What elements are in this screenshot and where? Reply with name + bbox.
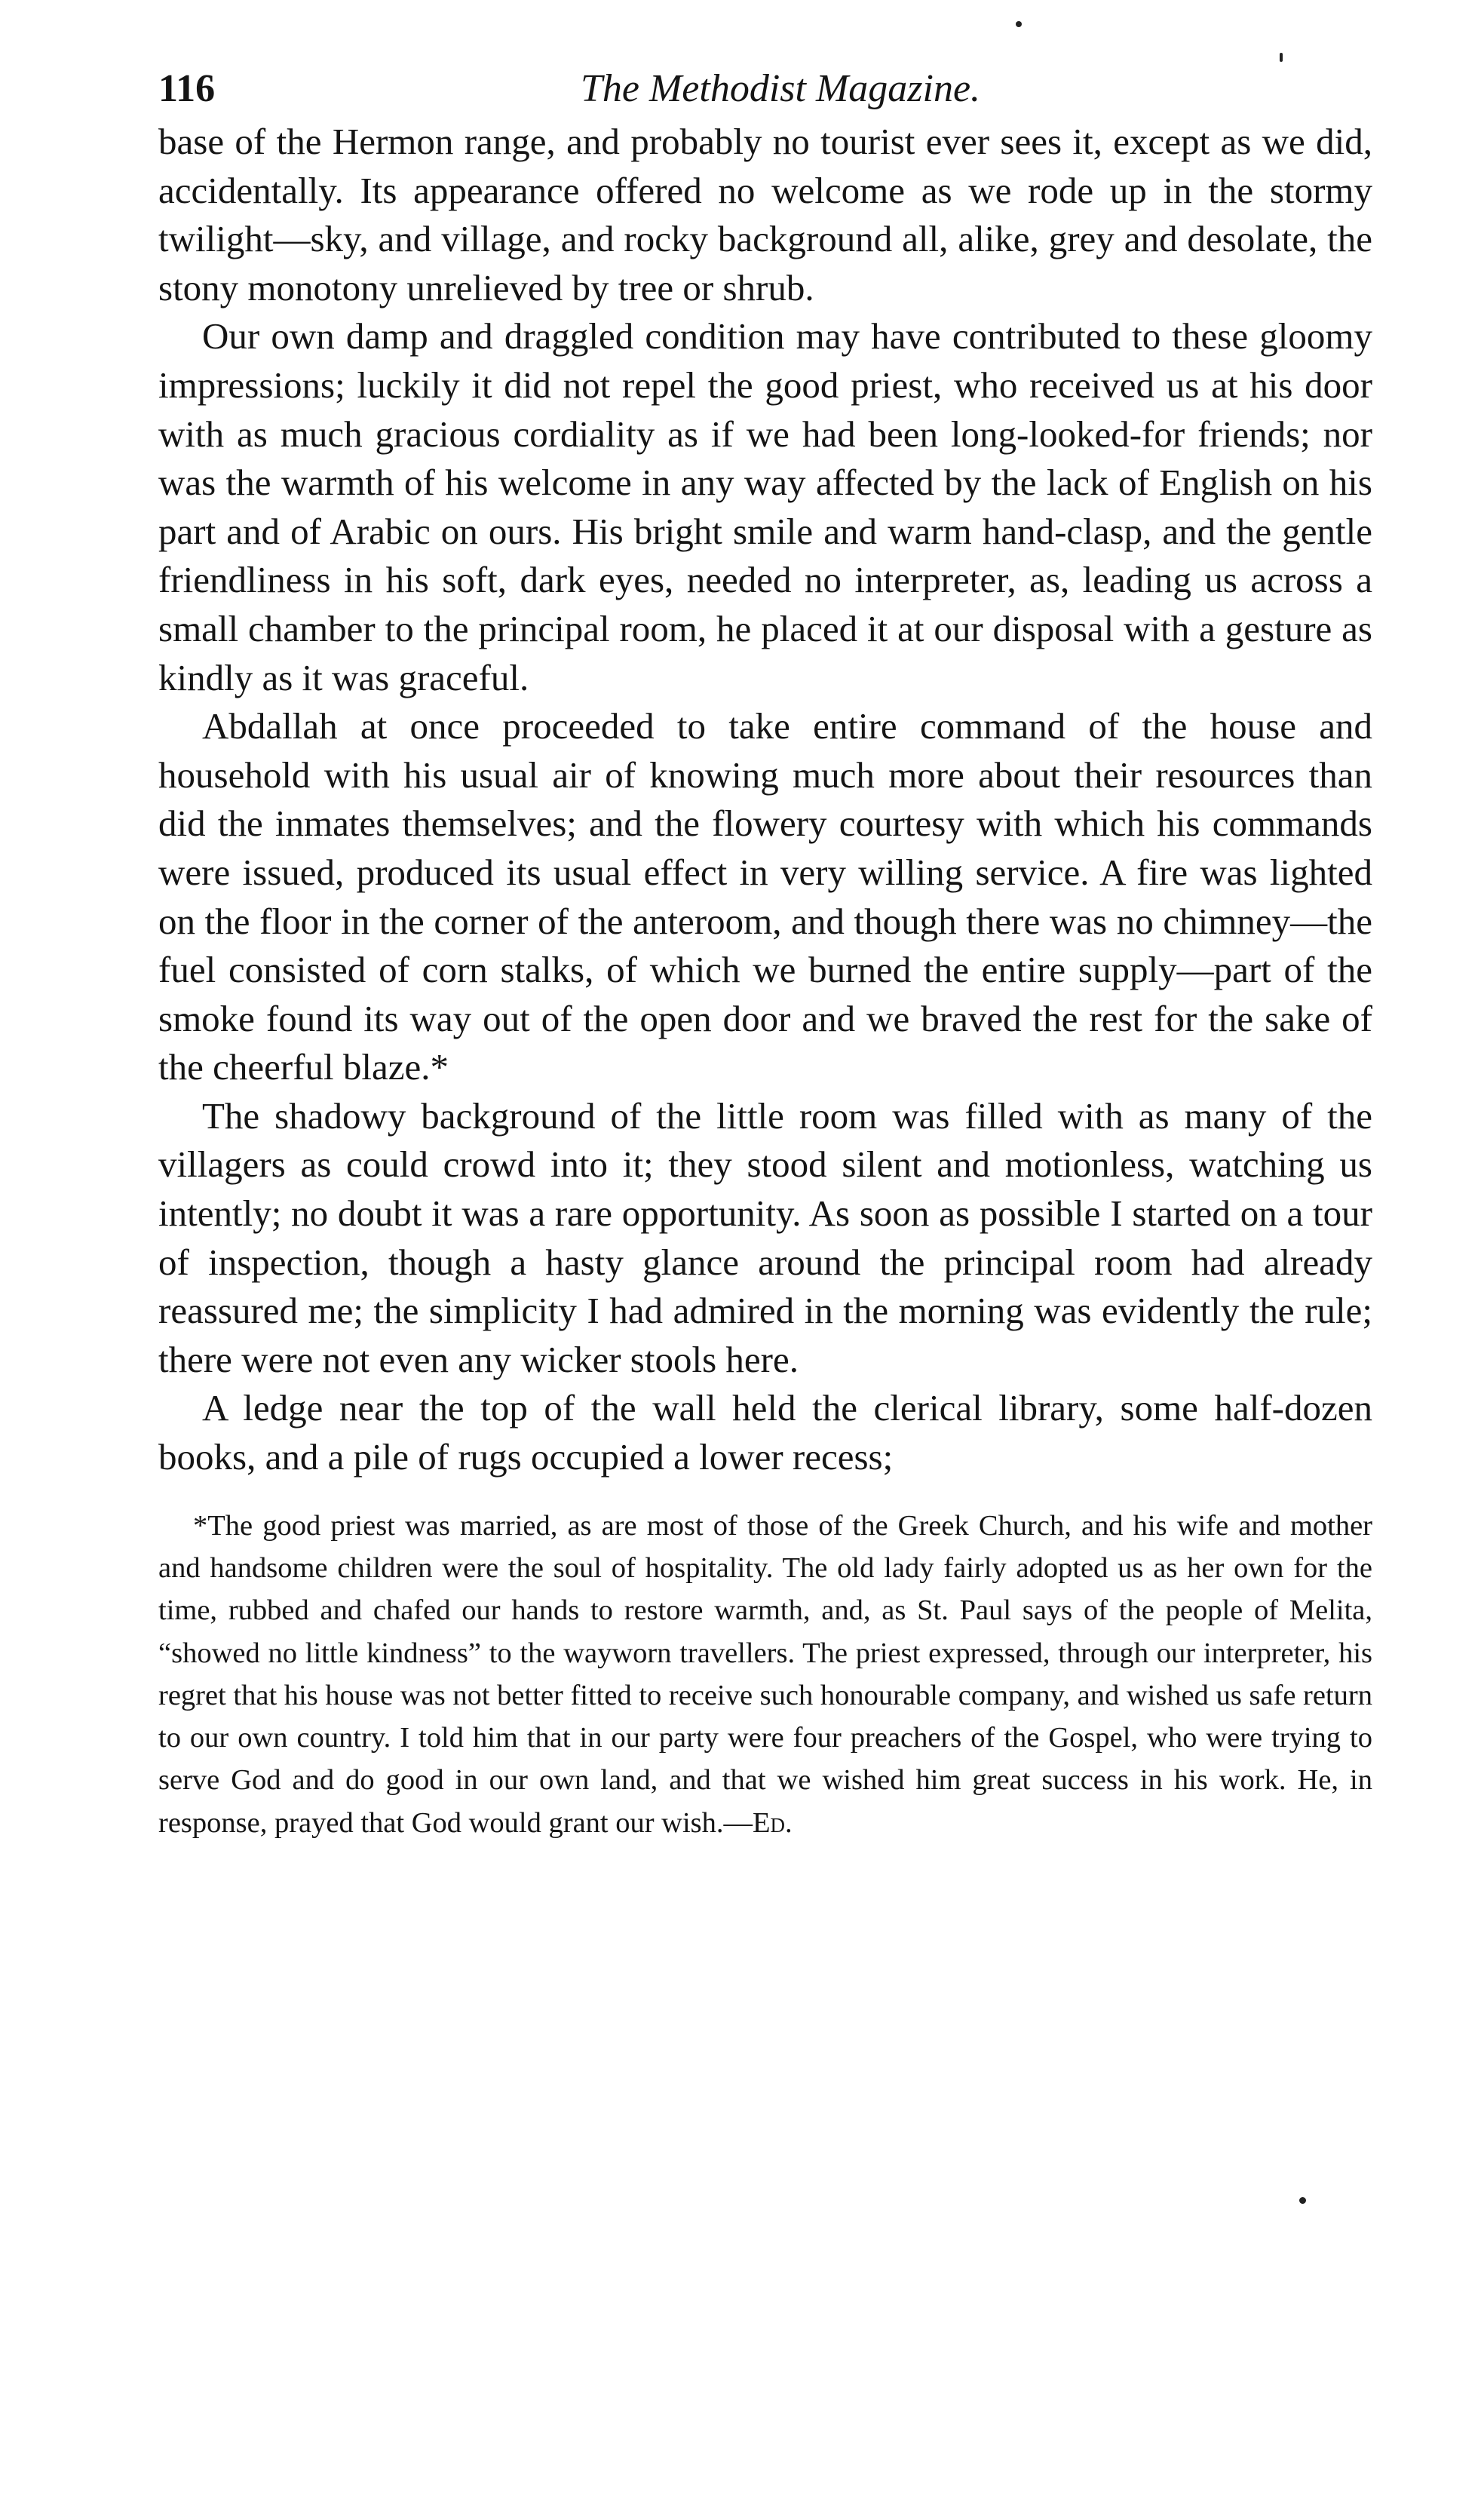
ink-speck xyxy=(1299,2197,1306,2204)
ink-speck xyxy=(1016,21,1022,27)
page-number: 116 xyxy=(158,67,216,110)
body-text xyxy=(158,118,1372,1482)
footnote xyxy=(158,1505,1372,1844)
running-head xyxy=(158,45,1372,118)
paragraph: A ledge near the top of the wall held the clerical library, some half-dozen books, and a pile of rugs occupied a lower recess; xyxy=(158,1387,1372,1478)
journal-title: The Methodist Magazine. xyxy=(580,67,981,110)
footnote-text xyxy=(158,1505,1372,1844)
footnote-body: *The good priest was married, as are most of those of the Greek Church, and his wife and mother and handsome children were the soul of hospitality. The old lady fairly adopted us as her own for the time, rubbed and chafed our hands to restore warmth, and, as St. Paul says of the people of Melita, “showed no little kindness” to the wayworn travellers. The priest expressed, through our interpreter, his regret that his house was not better fitted to receive such honourable company, and wished us safe return to our own country. I told him that in our party were four preachers of the Gospel, who were trying to serve God and do good in our own land, and that we wished him great success in his work. He, in response, prayed that God would grant our wish.— xyxy=(158,1509,1372,1839)
paragraph-continued: base of the Hermon range, and probably no tourist ever sees it, except as we did, accidentally. Its appearance offered no welcome as we rode up in the stormy twilight—sky, and village, and rocky background all, alike, grey and desolate, the stony monotony unrelieved by tree or shrub. xyxy=(158,121,1372,308)
book-page xyxy=(158,45,1372,1844)
paragraph: Our own damp and draggled condition may have contributed to these gloomy impressions; luckily it did not repel the good priest, who received us at his door with as much gracious cordiality as if we had been long-looked-for friends; nor was the warmth of his welcome in any way affected by the lack of English on his part and of Arabic on ours. His bright smile and warm hand-clasp, and the gentle friendliness in his soft, dark eyes, needed no interpreter, as, leading us across a small chamber to the principal room, he placed it at our disposal with a gesture as kindly as it was graceful. xyxy=(158,315,1372,698)
paragraph: The shadowy background of the little room was filled with as many of the villagers as could crowd into it; they stood silent and motionless, watching us intently; no doubt it was a rare opportunity. As soon as possible I started on a tour of inspection, though a hasty glance around the principal room had already reassured me; the simplicity I had admired in the morning was evidently the rule; there were not even any wicker stools here. xyxy=(158,1094,1372,1380)
footnote-signature: Ed. xyxy=(753,1806,793,1839)
paragraph: Abdallah at once proceeded to take entire command of the house and household with his usual air of knowing much more about their resources than did the inmates themselves; and the flowery courtesy with which his commands were issued, produced its usual effect in very willing service. A fire was lighted on the floor in the corner of the anteroom, and though there was no chimney—the fuel consisted of corn stalks, of which we burned the entire supply—part of the smoke found its way out of the open door and we braved the rest for the sake of the cheerful blaze.* xyxy=(158,705,1372,1088)
